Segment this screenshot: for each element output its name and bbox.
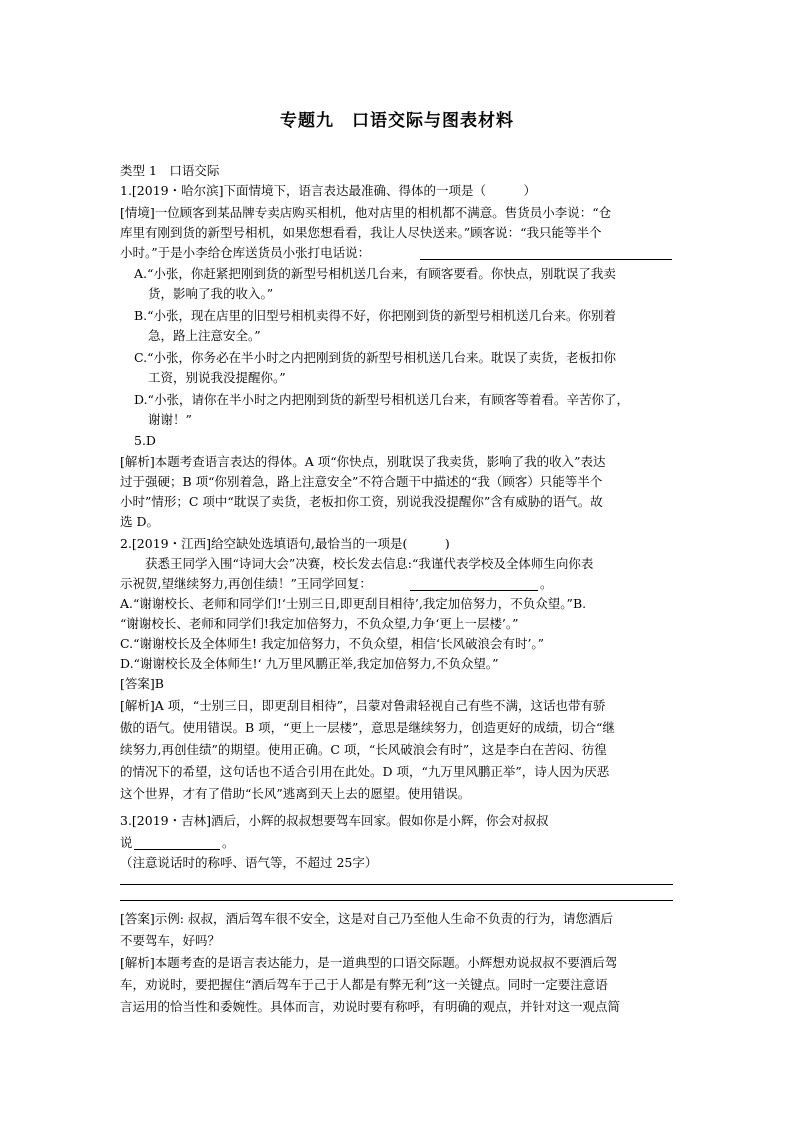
q3-writing-line xyxy=(120,900,673,901)
q1-analysis-line: 过于强硬；B 项“你别着急，路上注意安全”不符合题干中描述的“我（顾客）只能等半个 xyxy=(120,474,603,489)
q1-option-c: C.“小张，你务必在半小时之内把刚到货的新型号相机送几台来。耽误了卖货，老板扣你 xyxy=(134,350,616,365)
q2-option-line: A.“谢谢校长、老师和同学们!‘士别三日,即更刮目相待’,我定加倍努力，不负众望。”B. xyxy=(120,596,587,611)
q2-analysis-line: 的情况下的希望，这句话也不适合引用在此处。D 项，“九万里风鹏正举”，诗人因为厌恶 xyxy=(120,764,610,779)
q2-stem: 2.[2019・江西]给空缺处选填语句,最恰当的一项是( ) xyxy=(120,536,450,551)
q3-answer-line: 不要驾车，好吗？ xyxy=(120,933,221,948)
q2-analysis-line: 续努力,再创佳绩”的期望。使用正确。C 项，“长风破浪会有时”，这是李白在苦闷、彷徨 xyxy=(120,742,607,757)
q1-option-a: A.“小张，你赶紧把刚到货的新型号相机送几台来，有顾客要看。你快点，别耽误了我卖 xyxy=(134,266,616,281)
q3-answer-blank xyxy=(134,849,220,850)
q1-analysis-line: 选 D。 xyxy=(120,514,159,529)
q2-answer-blank xyxy=(410,590,538,591)
q1-situation-line: [情境]一位顾客到某品牌专卖店购买相机，他对店里的相机都不满意。售货员小李说：“仓 xyxy=(120,205,612,220)
q1-stem: 1.[2019・哈尔滨]下面情境下，语言表达最准确、得体的一项是（ ） xyxy=(120,183,536,198)
q3-stem: 3.[2019・吉林]酒后，小辉的叔叔想要驾车回家。假如你是小辉，你会对叔叔 xyxy=(120,813,549,828)
q1-option-b-cont: 急，路上注意安全。” xyxy=(148,328,261,343)
q3-writing-line xyxy=(120,884,673,885)
page-title: 专题九 口语交际与图表材料 xyxy=(280,111,514,131)
q3-analysis-line: [解析]本题考查的是语言表达能力，是一道典型的口语交际题。小辉想劝说叔叔不要酒后驾 xyxy=(120,955,618,970)
q1-situation-line: 小时。”于是小李给仓库送货员小张打电话说： xyxy=(120,245,371,260)
q2-answer: [答案]B xyxy=(120,676,164,691)
q1-option-d: D.“小张，请你在半小时之内把刚到货的新型号相机送几台来，有顾客等着看。辛苦你了， xyxy=(134,392,629,407)
q2-analysis-line: [解析]A 项，“士别三日，即更刮目相待”，吕蒙对鲁肃轻视自己有些不满，这话也带有骄 xyxy=(120,698,606,713)
q2-analysis-line: 傲的语气。使用错误。B 项，“更上一层楼”，意思是继续努力，创造更好的成绩，切合“继 xyxy=(120,720,615,735)
q1-answer-blank xyxy=(420,259,672,260)
q1-answer: 5.D xyxy=(134,433,156,448)
q2-option-line: “谢谢校长、老师和同学们!我定加倍努力，不负众望,力争‘更上一层楼’。” xyxy=(120,616,519,631)
q2-body-end: 。 xyxy=(540,576,553,591)
q2-analysis-line: 这个世界，才有了借助“长风”逃离到天上去的愿望。使用错误。 xyxy=(120,786,471,801)
q2-option-line: D.“谢谢校长及全体师生!‘ 九万里风鹏正举,我定加倍努力,不负众望。” xyxy=(120,656,499,671)
q3-note: （注意说话时的称呼、语气等，不超过 25字） xyxy=(120,855,378,870)
q3-analysis-line: 车，劝说时，要把握住“酒后驾车于己于人都是有弊无利”这一关键点。同时一定要注意语 xyxy=(120,977,608,992)
q1-analysis-line: 小时”情形；C 项中“耽误了卖货，老板扣你工资，别说我没提醒你”含有威胁的语气。故 xyxy=(120,494,603,509)
q3-analysis-line: 言运用的恰当性和委婉性。具体而言，劝说时要有称呼，有明确的观点，并针对这一观点简 xyxy=(120,999,621,1014)
q3-stem-end: 。 xyxy=(222,835,235,850)
q1-option-c-cont: 工资，别说我没提醒你。” xyxy=(148,370,286,385)
q2-body-line: 获悉王同学入围“诗词大会”决赛，校长发去信息:“我谨代表学校及全体师生向你表 xyxy=(120,556,594,571)
section-header: 类型 1 口语交际 xyxy=(120,163,220,178)
q3-answer-line: [答案]示例: 叔叔，酒后驾车很不安全，这是对自己乃至他人生命不负责的行为，请您酒后 xyxy=(120,911,613,926)
q2-body-line: 示祝贺,望继续努力,再创佳绩！”王同学回复： xyxy=(120,576,372,591)
q3-stem-cont: 说 xyxy=(120,835,133,850)
q1-option-d-cont: 谢谢！” xyxy=(148,412,192,427)
q1-analysis-line: [解析]本题考查语言表达的得体。A 项“你快点，别耽误了我卖货，影响了我的收入”表达 xyxy=(120,454,606,469)
q1-situation-line: 库里有刚到货的新型号相机，如果您想看看，我让人尽快送来。”顾客说：“我只能等半个 xyxy=(120,225,602,240)
q1-option-a-cont: 货，影响了我的收入。” xyxy=(148,286,274,301)
q1-option-b: B.“小张，现在店里的旧型号相机卖得不好，你把刚到货的新型号相机送几台来。你别着 xyxy=(134,308,617,323)
q2-option-line: C.“谢谢校长及全体师生! 我定加倍努力，不负众望，相信‘长风破浪会有时’。” xyxy=(120,636,545,651)
